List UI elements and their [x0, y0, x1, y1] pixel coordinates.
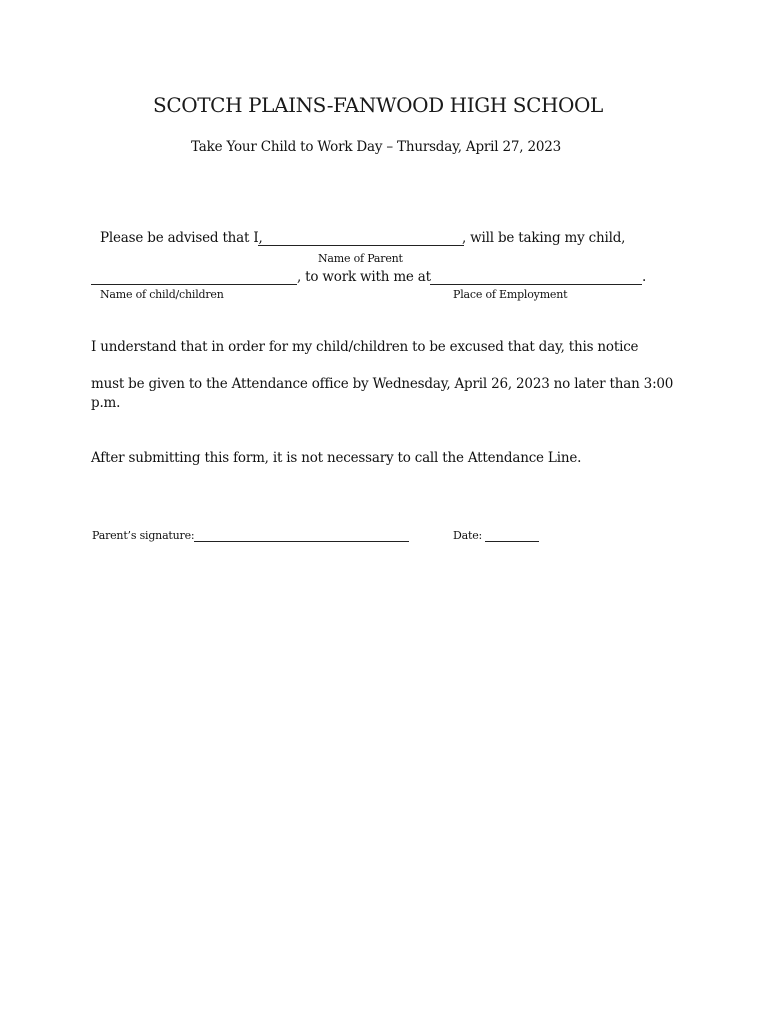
- line1-prefix: Please be advised that I,: [100, 230, 263, 246]
- page-subtitle: Take Your Child to Work Day – Thursday, April 27, 2023: [190, 139, 562, 155]
- signature-label: Parent’s signature:: [92, 529, 195, 542]
- notice-paragraph-2-line-1: must be given to the Attendance office by Wednesday, April 26, 2023 no later than 3:00: [91, 376, 674, 392]
- line2-end: .: [642, 269, 647, 285]
- notice-paragraph-1: I understand that in order for my child/children to be excused that day, this notice: [91, 339, 639, 355]
- child-name-caption: Name of child/children: [100, 288, 224, 301]
- parent-name-caption: Name of Parent: [318, 252, 403, 265]
- line2-middle: , to work with me at: [297, 269, 431, 285]
- employment-caption: Place of Employment: [453, 288, 568, 301]
- parent-name-field[interactable]: [258, 245, 464, 246]
- line1-suffix: , will be taking my child,: [462, 230, 626, 246]
- parent-signature-field[interactable]: [194, 541, 409, 542]
- notice-paragraph-2-line-2: p.m.: [91, 395, 121, 411]
- page-title: SCOTCH PLAINS-FANWOOD HIGH SCHOOL: [153, 93, 603, 117]
- notice-paragraph-3: After submitting this form, it is not necessary to call the Attendance Line.: [91, 450, 582, 466]
- child-name-field[interactable]: [91, 284, 297, 285]
- place-of-employment-field[interactable]: [430, 284, 642, 285]
- date-label: Date:: [453, 529, 483, 542]
- date-field[interactable]: [485, 541, 539, 542]
